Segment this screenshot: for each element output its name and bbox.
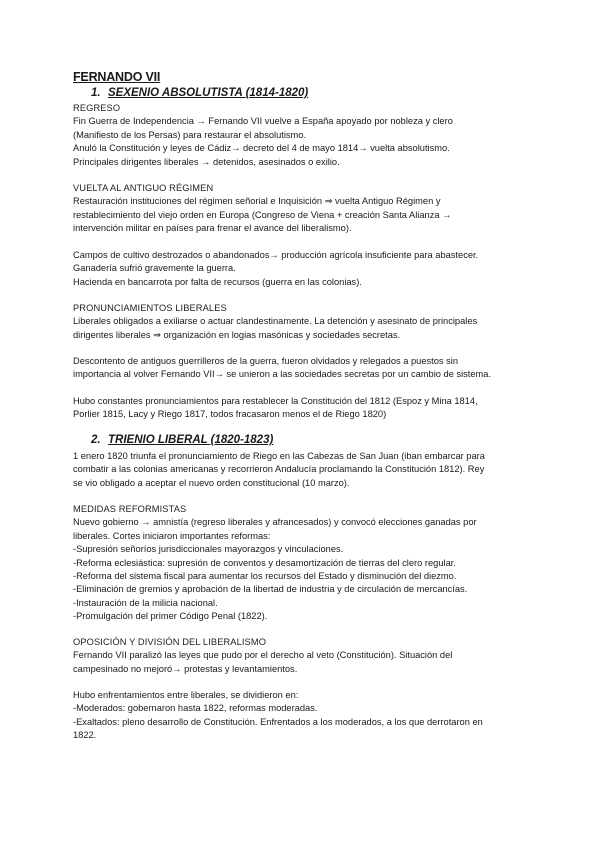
list-item: -Exaltados: pleno desarrollo de Constitución. Enfrentados a los moderados, a los que derrotaron en	[73, 716, 483, 727]
text-line: intervención militar en países para frenar el avance del liberalismo).	[73, 223, 352, 234]
paragraph-antiguo-regimen	[73, 182, 523, 236]
section-number: 1.	[91, 87, 101, 99]
text-line: importancia al volver Fernando VII→ se unieron a las sociedades secretas por un cambio de sistema.	[73, 369, 492, 380]
text-line: Principales dirigentes liberales → detenidos, asesinados o exilio.	[73, 156, 340, 167]
subheading: MEDIDAS REFORMISTAS	[73, 504, 187, 514]
text-line: 1 enero 1820 triunfa el pronunciamiento de Riego en las Cabezas de San Juan (iban embarcar para	[73, 451, 485, 461]
list-item: -Instauración de la milicia nacional.	[73, 597, 218, 608]
text-line: Fin Guerra de Independencia → Fernando VII vuelve a España apoyado por nobleza y clero	[73, 116, 453, 127]
text-line: Hacienda en bancarrota por falta de recursos (guerra en las colonias).	[73, 276, 362, 287]
text-line: liberales. Cortes iniciaron importantes reformas:	[73, 530, 271, 541]
text-line: Ganadería sufrió gravemente la guerra.	[73, 263, 236, 274]
text-line: (Manifiesto de los Persas) para restaurar el absolutismo.	[73, 129, 307, 140]
text-line: combatir a las colonias americanas y recorrieron Andalucía proclamando la Constitución 1812). Rey	[73, 464, 485, 475]
paragraph-pronunciamientos-lista	[73, 395, 523, 422]
text-line: dirigentes liberales ⇒ organización en logias masónicas y sociedades secretas.	[73, 329, 401, 340]
list-item: -Reforma del sistema fiscal para aumentar los recursos del Estado y disminución del diezmo.	[73, 571, 457, 582]
subheading: OPOSICIÓN Y DIVISIÓN DEL LIBERALISMO	[73, 637, 267, 647]
list-item: -Supresión señoríos jurisdiccionales mayorazgos y vinculaciones.	[73, 544, 344, 555]
list-item: 1822.	[73, 730, 97, 741]
section-title: TRIENIO LIBERAL (1820-1823)	[108, 434, 274, 446]
list-item: -Eliminación de gremios y aprobación de la libertad de industria y de circulación de mercancías.	[73, 584, 468, 595]
text-line: Restauración instituciones del régimen señorial e Inquisición ⇒ vuelta Antiguo Régimen y	[73, 196, 441, 207]
text-line: Descontento de antiguos guerrilleros de la guerra, fueron olvidados y relegados a puestos sin	[73, 356, 459, 366]
paragraph-regreso	[73, 102, 523, 169]
text-line: Liberales obligados a exiliarse o actuar clandestinamente. La detención y asesinato de principales	[73, 316, 478, 327]
list-item: -Reforma eclesiástica: supresión de conventos y desamortización de tierras del clero regular.	[73, 557, 456, 568]
section-heading-2	[91, 434, 273, 447]
section-number: 2.	[91, 434, 101, 446]
text-line: Anuló la Constitución y leyes de Cádiz→ decreto del 4 de mayo 1814→ vuelta absolutismo.	[73, 143, 450, 154]
section-title: SEXENIO ABSOLUTISTA (1814-1820)	[108, 87, 309, 99]
paragraph-riego	[73, 450, 523, 490]
text-line: campesinado no mejoró→ protestas y levantamientos.	[73, 663, 298, 674]
subheading: REGRESO	[73, 103, 121, 113]
paragraph-enfrentamientos	[73, 689, 523, 743]
text-line: se vio obligado a aceptar el nuevo orden constitucional (10 marzo).	[73, 477, 350, 488]
text-line: Nuevo gobierno → amnistía (regreso liberales y afrancesados) y convocó elecciones ganadas por	[73, 517, 477, 528]
text-line: Hubo enfrentamientos entre liberales, se dividieron en:	[73, 690, 299, 700]
list-item: -Moderados: gobernaron hasta 1822, reformas moderadas.	[73, 703, 318, 714]
page-title: FERNANDO VII	[73, 70, 161, 84]
text-line: Fernando VII paralizó las leyes que pudo por el derecho al veto (Constitución). Situación del	[73, 650, 453, 661]
subheading: PRONUNCIAMIENTOS LIBERALES	[73, 303, 227, 313]
text-line: Porlier 1815, Lacy y Riego 1817, todos fracasaron menos el de Riego 1820)	[73, 409, 387, 420]
text-line: Campos de cultivo destrozados o abandonados→ producción agrícola insuficiente para abastecer.	[73, 250, 479, 260]
paragraph-medidas-reformistas	[73, 503, 523, 624]
section-heading-1	[91, 87, 308, 100]
subheading: VUELTA AL ANTIGUO RÉGIMEN	[73, 183, 214, 193]
text-line: Hubo constantes pronunciamientos para restablecer la Constitución del 1812 (Espoz y Mina 1814,	[73, 396, 478, 406]
paragraph-economia	[73, 249, 523, 289]
paragraph-oposicion	[73, 636, 523, 676]
text-line: restablecimiento del viejo orden en Europa (Congreso de Viena + creación Santa Alianza →	[73, 209, 452, 220]
paragraph-pronunciamientos	[73, 302, 523, 342]
list-item: -Promulgación del primer Código Penal (1822).	[73, 611, 268, 622]
paragraph-descontento	[73, 355, 523, 382]
